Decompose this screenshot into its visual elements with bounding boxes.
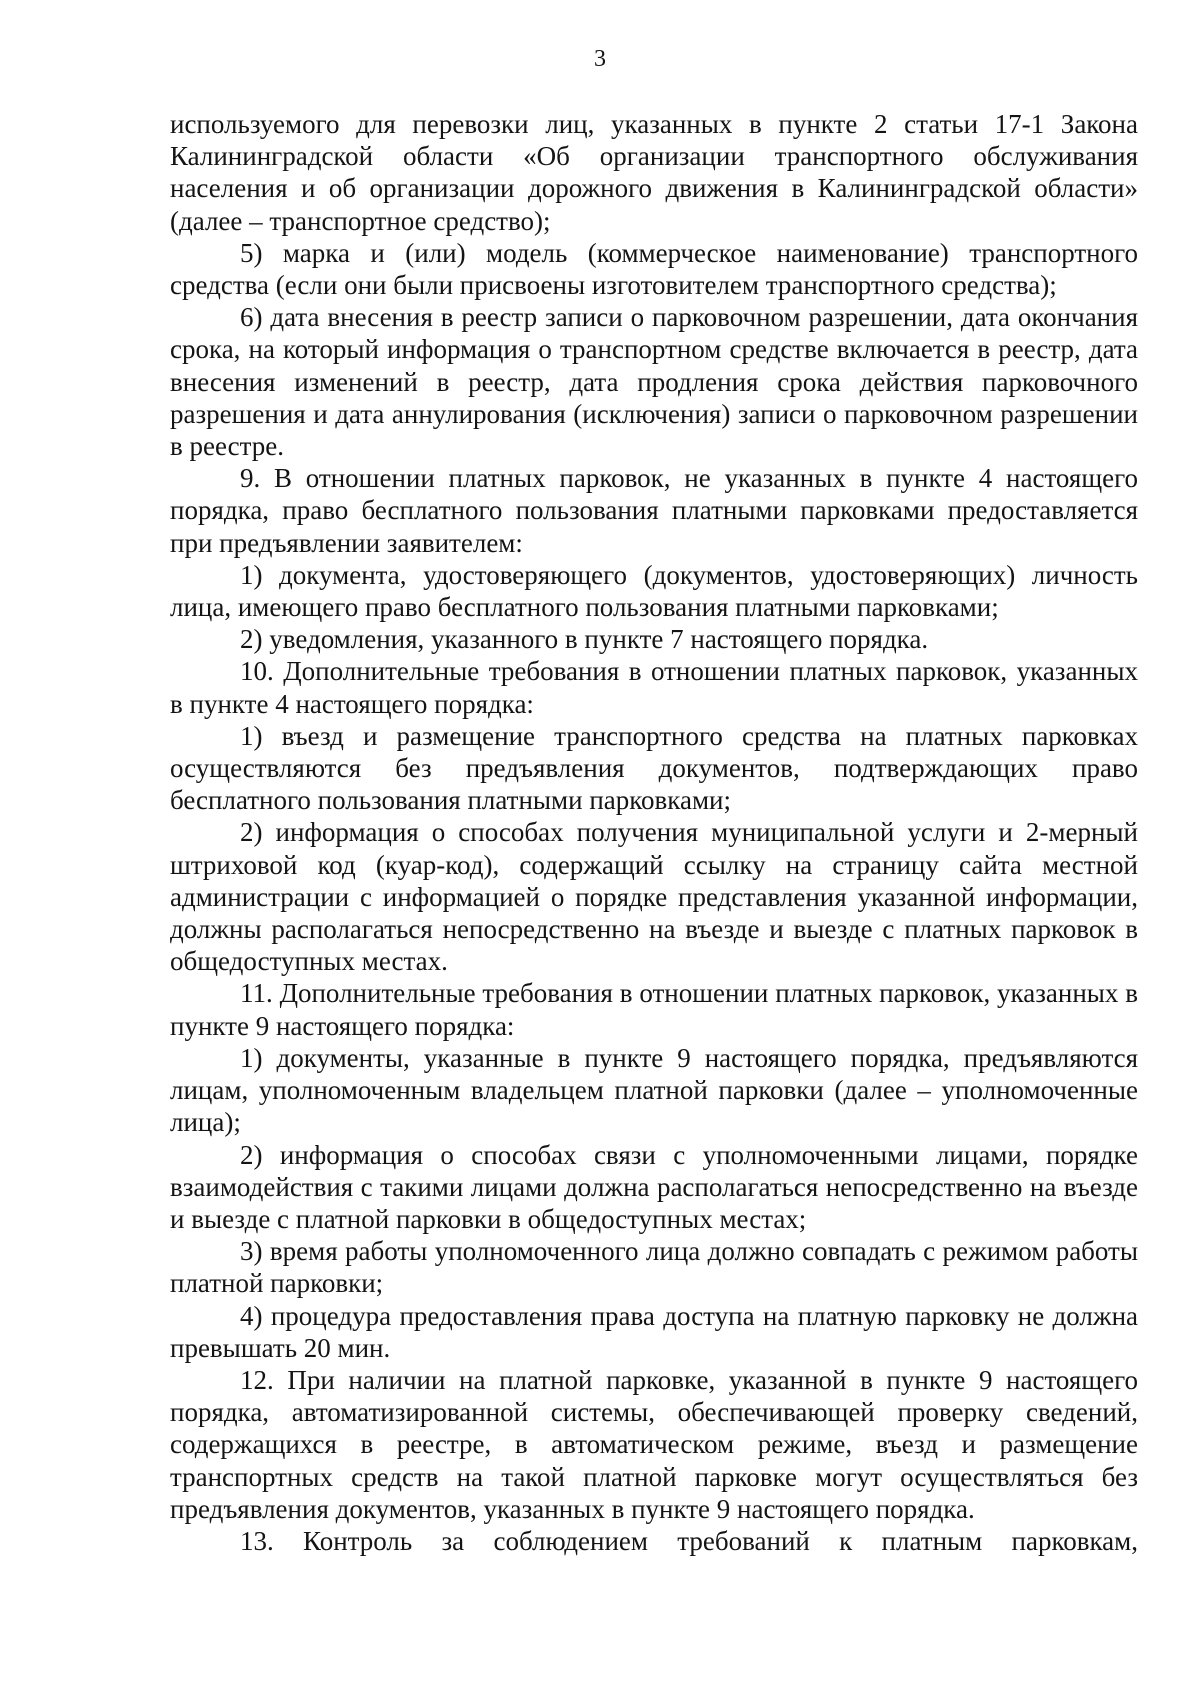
paragraph-clause-10: 10. Дополнительные требования в отношении платных парковок, указанных в пункте 4 настоящего порядка: bbox=[170, 656, 1138, 719]
paragraph-clause-12: 12. При наличии на платной парковке, указанной в пункте 9 настоящего порядка, автоматизированной системы, обеспечивающей проверку сведений, содержащихся в реестре, в автоматическом режиме, въезд и размещение транспортных средств на такой платной парковке могут осуществляться без предъявления документов, указанных в пункте 9 настоящего порядка. bbox=[170, 1364, 1138, 1524]
paragraph-clause-10-item-2: 2) информация о способах получения муниципальной услуги и 2-мерный штриховой код (куар-код), содержащий ссылку на страницу сайта местной администрации с информацией о порядке представления указанной информации, должны располагаться непосредственно на въезде и выезде с платных парковок в общедоступных местах. bbox=[170, 817, 1138, 977]
paragraph-clause-11-item-2: 2) информация о способах связи с уполномоченными лицами, порядке взаимодействия с такими лицами должна располагаться непосредственно на въезде и выезде с платной парковки в общедоступных местах; bbox=[170, 1139, 1138, 1234]
paragraph-clause-11-item-1: 1) документы, указанные в пункте 9 настоящего порядка, предъявляются лицам, уполномоченным владельцем платной парковки (далее – уполномоченные лица); bbox=[170, 1042, 1138, 1138]
paragraph-item-6: 6) дата внесения в реестр записи о парковочном разрешении, дата окончания срока, на который информация о транспортном средстве включается в реестр, дата внесения изменений в реестр, дата продления срока действия парковочного разрешения и дата аннулирования (исключения) записи о парковочном разрешении в реестре. bbox=[170, 302, 1138, 462]
paragraph-clause-13: 13. Контроль за соблюдением требований к платным парковкам, bbox=[240, 1525, 1138, 1556]
document-body bbox=[170, 108, 1138, 1557]
paragraph-clause-9-item-2: 2) уведомления, указанного в пункте 7 настоящего порядка. bbox=[240, 624, 929, 655]
paragraph-continuation: используемого для перевозки лиц, указанных в пункте 2 статьи 17-1 Закона Калининградской области «Об организации транспортного обслуживания населения и об организации дорожного движения в Калининградской области» (далее – транспортное средство); bbox=[170, 109, 1138, 236]
paragraph-clause-9: 9. В отношении платных парковок, не указанных в пункте 4 настоящего порядка, право бесплатного пользования платными парковками предоставляется при предъявлении заявителем: bbox=[170, 463, 1138, 558]
paragraph-clause-11-item-4: 4) процедура предоставления права доступа на платную парковку не должна превышать 20 мин. bbox=[170, 1300, 1138, 1363]
paragraph-clause-10-item-1: 1) въезд и размещение транспортного средства на платных парковках осуществляются без предъявления документов, подтверждающих право бесплатного пользования платными парковками; bbox=[170, 720, 1138, 816]
paragraph-item-5: 5) марка и (или) модель (коммерческое наименование) транспортного средства (если они были присвоены изготовителем транспортного средства); bbox=[170, 237, 1138, 301]
paragraph-clause-9-item-1: 1) документа, удостоверяющего (документов, удостоверяющих) личность лица, имеющего право бесплатного пользования платными парковками; bbox=[170, 559, 1138, 623]
paragraph-clause-11-item-3: 3) время работы уполномоченного лица должно совпадать с режимом работы платной парковки; bbox=[170, 1236, 1138, 1299]
paragraph-clause-11: 11. Дополнительные требования в отношении платных парковок, указанных в пункте 9 настоящего порядка: bbox=[170, 978, 1138, 1041]
page-number: 3 bbox=[594, 46, 606, 72]
